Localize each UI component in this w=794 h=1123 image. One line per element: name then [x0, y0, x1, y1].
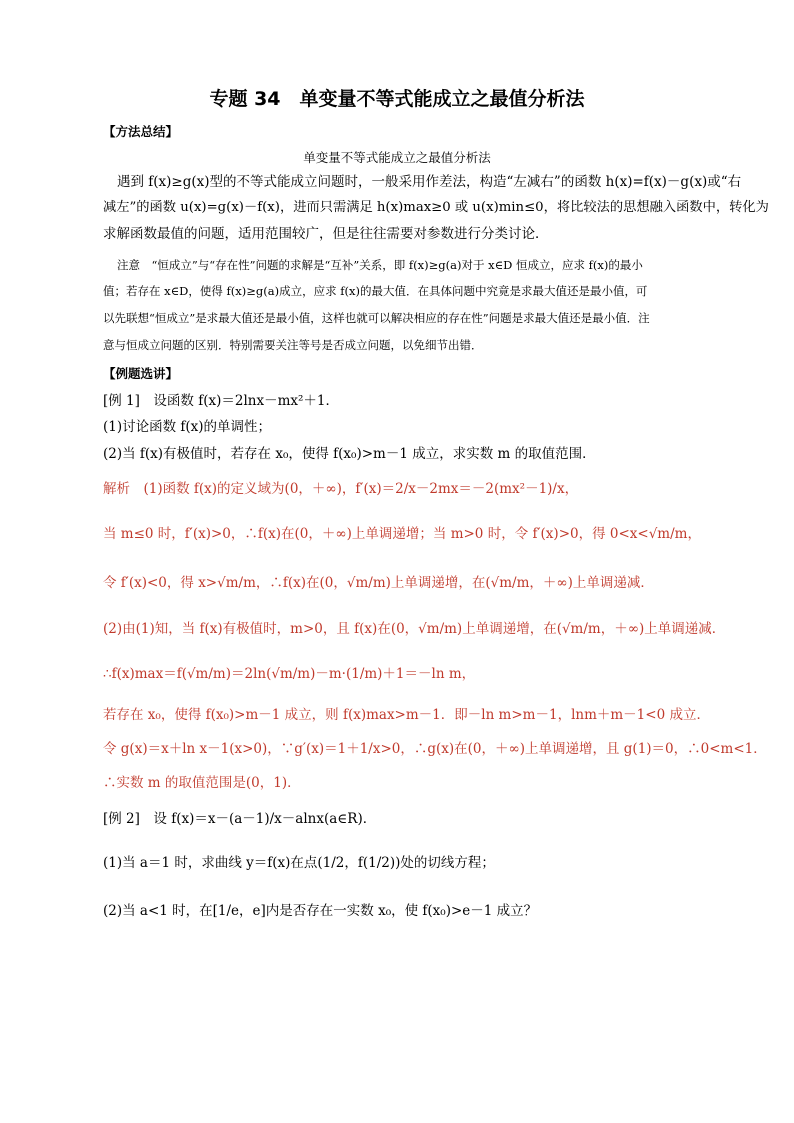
method-line: 遇到 f(x)≥g(x)型的不等式能成立问题时，一般采用作差法，构造“左减右”的函数 h(x)=f(x)－g(x)或“右 [117, 174, 742, 190]
solution1-line: 解析 (1)函数 f(x)的定义域为(0，＋∞)，f′(x)＝2/x－2mx＝－2(mx²－1)/x， [103, 481, 579, 497]
example2-line: [例 2] 设 f(x)＝x－(a－1)/x－alnx(a∈R)． [103, 811, 377, 827]
example1-line: (1)讨论函数 f(x)的单调性； [103, 419, 272, 435]
note-line: 意与恒成立问题的区别．特别需要关注等号是否成立问题，以免细节出错． [103, 338, 483, 352]
method-heading: 【方法总结】 [103, 124, 179, 139]
solution1-line: 若存在 x₀，使得 f(x₀)>m－1 成立，则 f(x)max>m－1．即－ln m>m－1，lnm＋m－1<0 成立． [103, 707, 710, 723]
solution1-line: ∴f(x)max＝f(√m/m)＝2ln(√m/m)－m·(1/m)＋1＝－ln m， [103, 666, 476, 682]
example1-line: (2)当 f(x)有极值时，若存在 x₀，使得 f(x₀)>m－1 成立，求实数 m 的取值范围． [103, 446, 596, 462]
solution1-line: ∴实数 m 的取值范围是(0，1)． [103, 775, 301, 791]
method-line: 求解函数最值的问题，适用范围较广，但是往往需要对参数进行分类讨论． [103, 226, 549, 242]
example1-line: [例 1] 设函数 f(x)＝2lnx－mx²＋1． [103, 393, 339, 409]
example2-line: (2)当 a<1 时，在[1/e，e]内是否存在一实数 x₀，使 f(x₀)>e－1 成立？ [103, 903, 538, 919]
solution1-line: (2)由(1)知，当 f(x)有极值时，m>0，且 f(x)在(0，√m/m)上单调递增，在(√m/m，＋∞)上单调递减． [103, 621, 726, 637]
example2-line: (1)当 a＝1 时，求曲线 y＝f(x)在点(1/2，f(1/2))处的切线方程； [103, 855, 495, 871]
solution1-line: 当 m≤0 时，f′(x)>0，∴f(x)在(0，＋∞)上单调递增；当 m>0 时，令 f′(x)>0，得 0<x<√m/m， [103, 526, 701, 542]
method-subtitle: 单变量不等式能成立之最值分析法 [303, 150, 491, 165]
page-title: 专题 34 单变量不等式能成立之最值分析法 [209, 88, 585, 110]
note-line: 值；若存在 x∈D，使得 f(x)≥g(a)成立，应求 f(x)的最大值．在具体问题中究竟是求最大值还是最小值，可 [103, 284, 648, 298]
examples-heading: 【例题选讲】 [103, 366, 179, 381]
note-line: 注意 “恒成立”与“存在性”问题的求解是“互补”关系，即 f(x)≥g(a)对于 x∈D 恒成立，应求 f(x)的最小 [117, 258, 643, 272]
note-line: 以先联想“恒成立”是求最大值还是最小值，这样也就可以解决相应的存在性”问题是求最大值还是最小值．注 [103, 311, 650, 325]
method-line: 减左”的函数 u(x)=g(x)－f(x)，进而只需满足 h(x)max≥0 或 u(x)min≤0，将比较法的思想融入函数中，转化为 [103, 200, 769, 215]
solution1-line: 令 f′(x)<0，得 x>√m/m，∴f(x)在(0，√m/m)上单调递增，在(√m/m，＋∞)上单调递减． [103, 575, 654, 591]
solution1-line: 令 g(x)＝x＋ln x－1(x>0)，∵g′(x)＝1＋1/x>0，∴g(x)在(0，＋∞)上单调递增，且 g(1)＝0，∴0<m<1． [103, 741, 767, 757]
